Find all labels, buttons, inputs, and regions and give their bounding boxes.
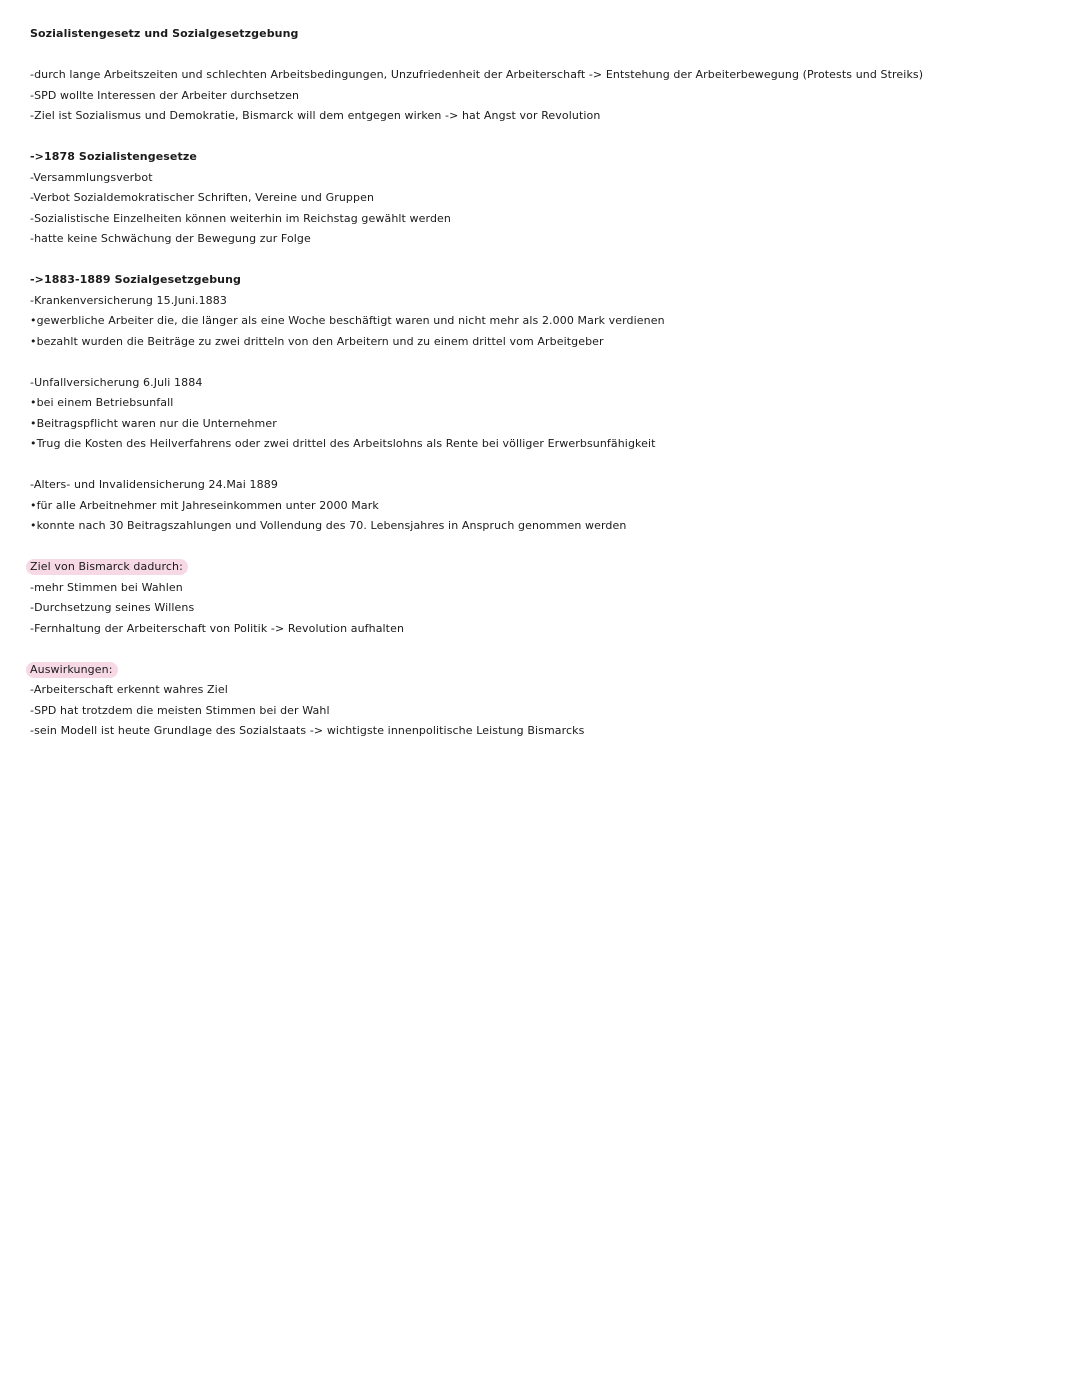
bullet-item: •konnte nach 30 Beitragszahlungen und Vollendung des 70. Lebensjahres in Anspruch genommen werden [30, 519, 627, 532]
bullet-item: •bezahlt wurden die Beiträge zu zwei dritteln von den Arbeitern und zu einem drittel vom Arbeitgeber [30, 334, 604, 348]
spacer [30, 455, 1050, 476]
spacer [30, 127, 1050, 148]
document-title: Sozialistengesetz und Sozialgesetzgebung [30, 27, 299, 40]
spacer [30, 250, 1050, 271]
bullet-item: •Trug die Kosten des Heilverfahrens oder zwei drittel des Arbeitslohns als Rente bei völliger Erwerbsunfähigkeit [30, 437, 656, 450]
document-page [30, 24, 1050, 742]
unfallversicherung-title: -Unfallversicherung 6.Juli 1884 [30, 375, 203, 389]
auswirkungen-heading: Auswirkungen: [26, 662, 118, 678]
spacer [30, 639, 1050, 660]
list-item: -Sozialistische Einzelheiten können weiterhin im Reichstag gewählt werden [30, 211, 451, 225]
spacer [30, 537, 1050, 558]
bullet-item: •gewerbliche Arbeiter die, die länger als eine Woche beschäftigt waren und nicht mehr als 2.000 Mark verdienen [30, 314, 665, 327]
list-item: -Versammlungsverbot [30, 170, 153, 184]
spacer [30, 45, 1050, 66]
section-heading-1883: ->1883-1889 Sozialgesetzgebung [30, 273, 242, 286]
list-item: -hatte keine Schwächung der Bewegung zur Folge [30, 232, 311, 245]
bullet-item: •bei einem Betriebsunfall [30, 396, 174, 409]
list-item: -Verbot Sozialdemokratischer Schriften, Vereine und Gruppen [30, 191, 375, 204]
list-item: -SPD hat trotzdem die meisten Stimmen bei der Wahl [30, 703, 330, 717]
list-item: -Fernhaltung der Arbeiterschaft von Politik -> Revolution aufhalten [30, 621, 405, 635]
ziel-heading: Ziel von Bismarck dadurch: [26, 559, 188, 575]
bullet-item: •Beitragspflicht waren nur die Unternehmer [30, 416, 277, 430]
intro-line: -SPD wollte Interessen der Arbeiter durchsetzen [30, 88, 300, 102]
alterssicherung-title: -Alters- und Invalidensicherung 24.Mai 1889 [30, 478, 278, 491]
list-item: -mehr Stimmen bei Wahlen [30, 580, 183, 594]
list-item: -Durchsetzung seines Willens [30, 601, 195, 614]
section-heading-1878: ->1878 Sozialistengesetze [30, 150, 197, 163]
krankenversicherung-title: -Krankenversicherung 15.Juni.1883 [30, 293, 227, 307]
list-item: -Arbeiterschaft erkennt wahres Ziel [30, 683, 228, 696]
intro-line: -durch lange Arbeitszeiten und schlechten Arbeitsbedingungen, Unzufriedenheit der Arbeiterschaft -> Entstehung der Arbeiterbewegung (Protests und Streiks) [30, 68, 924, 81]
bullet-item: •für alle Arbeitnehmer mit Jahreseinkommen unter 2000 Mark [30, 498, 379, 512]
spacer [30, 352, 1050, 373]
intro-line: -Ziel ist Sozialismus und Demokratie, Bismarck will dem entgegen wirken -> hat Angst vor Revolution [30, 109, 601, 122]
list-item: -sein Modell ist heute Grundlage des Sozialstaats -> wichtigste innenpolitische Leistung Bismarcks [30, 724, 585, 737]
